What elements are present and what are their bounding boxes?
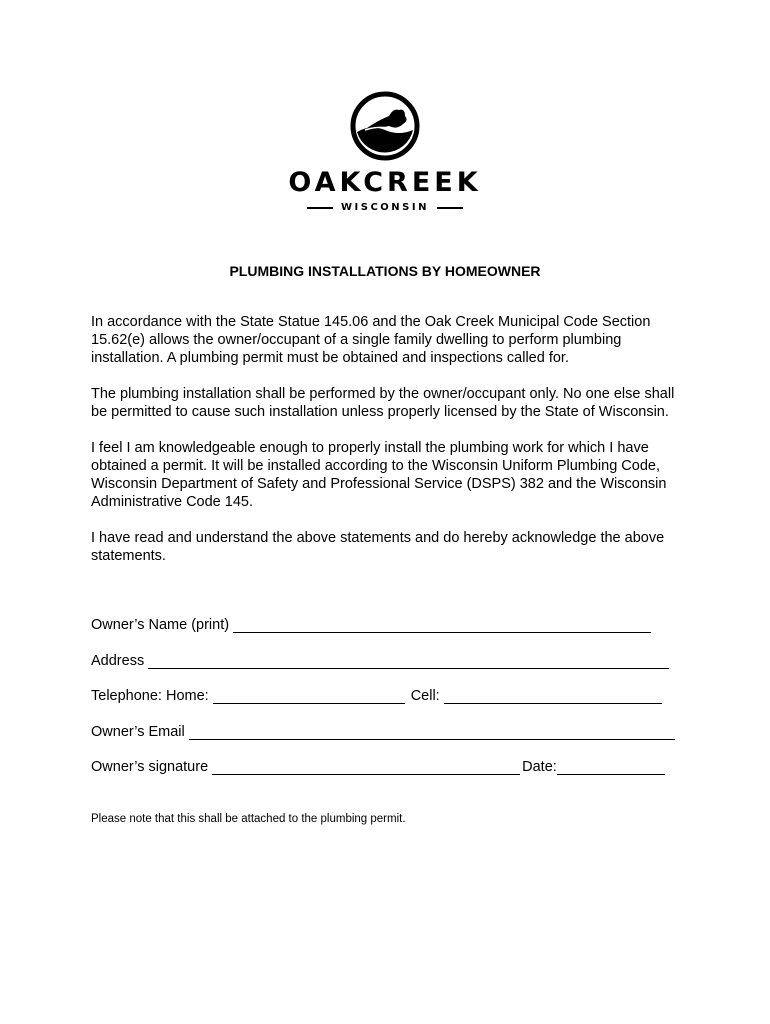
owner-signature-label: Owner’s signature bbox=[91, 759, 209, 775]
logo-wordmark: OAKCREEK bbox=[288, 167, 482, 198]
paragraph-statute: In accordance with the State Statue 145.06 and the Oak Creek Municipal Code Section 15.62(e) allows the owner/occupant of a single family dwelling to perform plumbing installation. A plumbing permit must be obtained and inspections called for. bbox=[91, 314, 651, 366]
logo-state-text: WISCONSIN bbox=[341, 202, 429, 213]
owner-name-label: Owner’s Name (print) bbox=[91, 617, 230, 633]
owner-name-row bbox=[91, 615, 691, 633]
permit-note: Please note that this shall be attached to the plumbing permit. bbox=[91, 813, 406, 825]
telephone-home-field[interactable] bbox=[213, 689, 405, 704]
date-field[interactable] bbox=[557, 760, 665, 775]
document-title: PLUMBING INSTALLATIONS BY HOMEOWNER bbox=[229, 263, 541, 279]
cell-field[interactable] bbox=[444, 689, 662, 704]
address-label: Address bbox=[91, 652, 145, 669]
paragraph-knowledgeable: I feel I am knowledgeable enough to properly install the plumbing work for which I have obtained a permit. It will be installed according to the Wisconsin Uniform Plumbing Code, Wisconsin Department of Safety and Professional Service (DSPS) 382 and the Wisconsin Administrative Code 145. bbox=[91, 440, 667, 510]
date-label: Date: bbox=[522, 759, 557, 775]
owner-email-label: Owner’s Email bbox=[91, 723, 185, 740]
telephone-home-label: Telephone: Home: bbox=[91, 688, 209, 704]
owner-email-field[interactable] bbox=[189, 725, 675, 740]
paragraph-owner-only: The plumbing installation shall be performed by the owner/occupant only. No one else shall be permitted to cause such installation unless properly licensed by the State of Wisconsin. bbox=[91, 386, 675, 420]
logo-dash-right bbox=[437, 207, 463, 209]
logo-dash-left bbox=[307, 207, 333, 209]
owner-form bbox=[91, 615, 691, 793]
owner-email-row bbox=[91, 722, 691, 740]
oak-leaf-emblem-icon bbox=[349, 90, 421, 162]
logo-state bbox=[0, 202, 770, 213]
cell-label: Cell: bbox=[410, 688, 440, 704]
paragraph-acknowledge: I have read and understand the above statements and do hereby acknowledge the above statements. bbox=[91, 530, 665, 564]
owner-name-field[interactable] bbox=[233, 618, 651, 633]
document-body bbox=[91, 313, 691, 583]
signature-row bbox=[91, 757, 691, 775]
telephone-row bbox=[91, 686, 691, 704]
oak-creek-logo bbox=[0, 90, 770, 213]
owner-signature-field[interactable] bbox=[212, 760, 520, 775]
address-field[interactable] bbox=[148, 654, 669, 669]
address-row bbox=[91, 651, 691, 669]
